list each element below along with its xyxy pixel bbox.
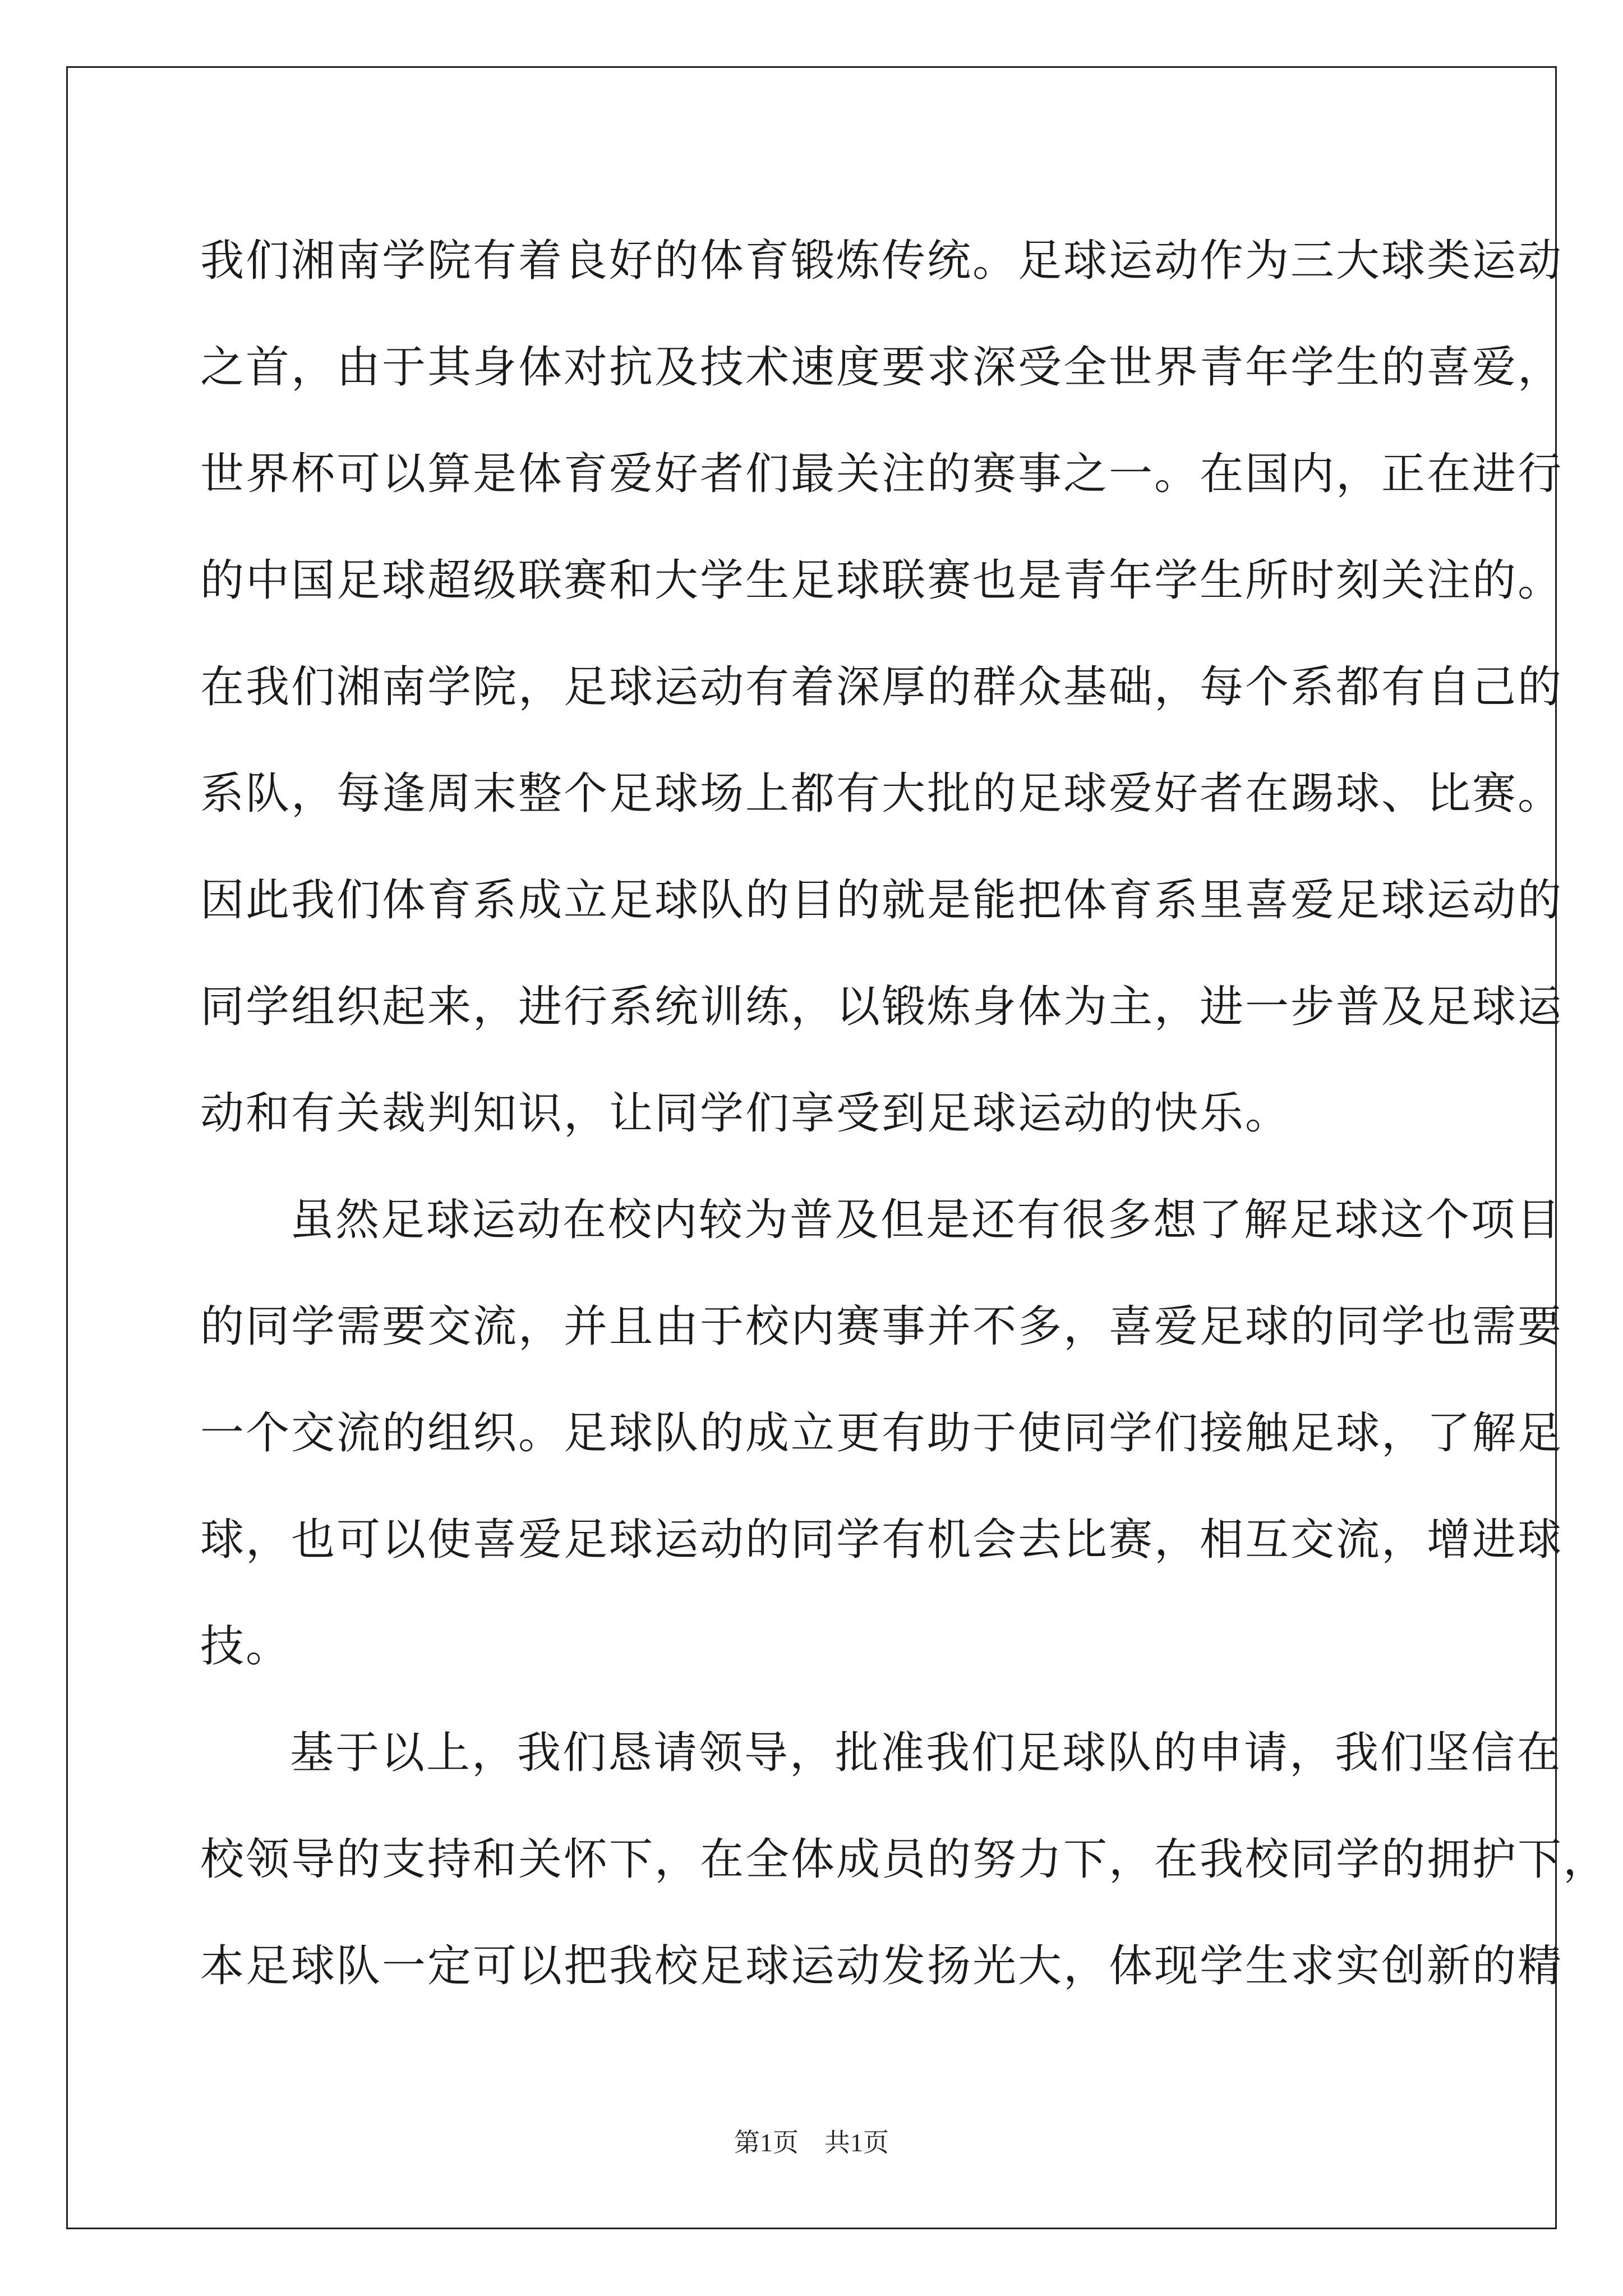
text-line: 系队，每逢周末整个足球场上都有大批的足球爱好者在踢球、比赛。	[200, 769, 1564, 819]
document-body	[200, 208, 1609, 2019]
text-line: 我们湘南学院有着良好的体育锻炼传统。足球运动作为三大球类运动	[200, 236, 1564, 286]
text-line: 的中国足球超级联赛和大学生足球联赛也是青年学生所时刻关注的。	[200, 555, 1564, 606]
page-number-footer: 第1页 共1页	[734, 2128, 889, 2157]
text-line: 球，也可以使喜爱足球运动的同学有机会去比赛，相互交流，增进球	[200, 1515, 1564, 1565]
text-line: 的同学需要交流，并且由于校内赛事并不多，喜爱足球的同学也需要	[200, 1301, 1564, 1352]
paragraph-start-line: 虽然足球运动在校内较为普及但是还有很多想了解足球这个项目	[290, 1195, 1562, 1245]
text-line: 之首，由于其身体对抗及技术速度要求深受全世界青年学生的喜爱，	[200, 342, 1564, 393]
text-line: 世界杯可以算是体育爱好者们最关注的赛事之一。在国内，正在进行	[200, 449, 1564, 499]
text-line: 因此我们体育系成立足球队的目的就是能把体育系里喜爱足球运动的	[200, 875, 1564, 926]
text-line: 技。	[200, 1621, 292, 1672]
text-line: 同学组织起来，进行系统训练，以锻炼身体为主，进一步普及足球运	[200, 982, 1564, 1032]
text-line: 校领导的支持和关怀下，在全体成员的努力下，在我校同学的拥护下，	[200, 1834, 1609, 1885]
text-line: 在我们湘南学院，足球运动有着深厚的群众基础，每个系都有自己的	[200, 662, 1564, 712]
paragraph-start-line: 基于以上，我们恳请领导，批准我们足球队的申请，我们坚信在	[290, 1728, 1562, 1778]
text-line: 动和有关裁判知识，让同学们享受到足球运动的快乐。	[200, 1088, 1291, 1139]
text-line: 本足球队一定可以把我校足球运动发扬光大，体现学生求实创新的精	[200, 1941, 1564, 1991]
text-line: 一个交流的组织。足球队的成立更有助于使同学们接触足球，了解足	[200, 1408, 1564, 1458]
